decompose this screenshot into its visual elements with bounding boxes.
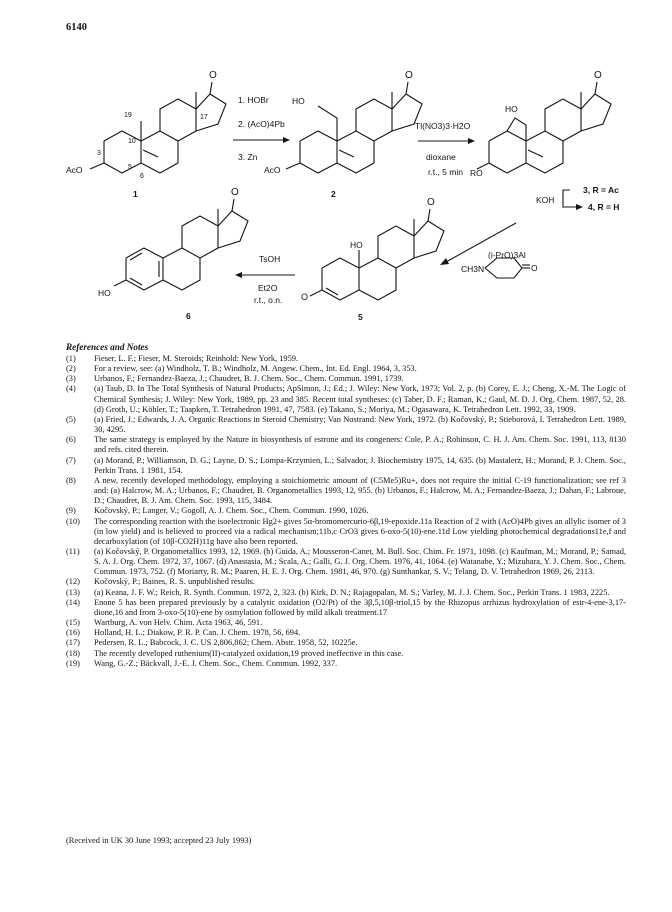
reference-item bbox=[66, 415, 626, 435]
steroid-structure-6 bbox=[114, 199, 248, 290]
reference-item bbox=[66, 374, 626, 384]
oxygen-label-3: O bbox=[594, 70, 602, 81]
oxygen-label-1: O bbox=[209, 70, 217, 81]
aco-label-1: AcO bbox=[66, 165, 83, 175]
atom-number-17: 17 bbox=[200, 114, 208, 121]
reagent-step5-line1: TsOH bbox=[259, 254, 281, 264]
reference-number: (8) bbox=[66, 475, 76, 485]
atom-number-5: 5 bbox=[128, 164, 132, 171]
reference-text: Enone 5 has been prepared previously by a catalytic oxidation (O2/Pt) of the 3β,5,10β-triol,15 by the Rhizopus arrhizus hydroxylation of estr-4-ene-3,17-dione,16 and from 3-oxo-5(10)-ene by osmylation followed by mild alkali treatment.17 bbox=[94, 597, 626, 617]
reference-number: (17) bbox=[66, 638, 80, 648]
reference-number: (5) bbox=[66, 414, 76, 424]
reference-number: (13) bbox=[66, 587, 80, 597]
reference-item bbox=[66, 638, 626, 648]
steroid-structure-3 bbox=[477, 82, 611, 173]
reference-item bbox=[66, 476, 626, 506]
reagent-step1-line3: 3. Zn bbox=[238, 152, 258, 162]
atom-number-19: 19 bbox=[124, 112, 132, 119]
ho-label-5: HO bbox=[350, 240, 363, 250]
reagent-step4-line1: (i-PrO)3Al bbox=[488, 250, 526, 260]
references-heading: References and Notes bbox=[66, 342, 149, 352]
reaction-scheme bbox=[0, 0, 672, 340]
reagent-step5-line2: Et2O bbox=[258, 283, 278, 293]
received-date: (Received in UK 30 June 1993; accepted 23 July 1993) bbox=[66, 836, 252, 845]
reference-list bbox=[66, 354, 626, 669]
n-methylpiperidone-structure bbox=[485, 258, 530, 278]
reference-text: Pedersen, R. L.; Babcock, J. C. US 2,806,862; Chem. Abstr. 1958, 52, 10225e. bbox=[94, 638, 358, 648]
reference-item bbox=[66, 649, 626, 659]
reference-text: The recently developed ruthenium(II)-catalyzed oxidation,19 proved ineffective in this case. bbox=[94, 648, 404, 658]
reference-number: (19) bbox=[66, 658, 80, 668]
ch3n-label: CH3N bbox=[461, 264, 485, 274]
reference-item bbox=[66, 506, 626, 516]
ho-label-6: HO bbox=[98, 288, 111, 298]
reference-item bbox=[66, 517, 626, 547]
reagent-step2-line2: dioxane bbox=[426, 152, 456, 162]
reference-number: (4) bbox=[66, 384, 76, 394]
oxygen-label-piperidone: O bbox=[531, 263, 538, 273]
reagent-step3-koh: KOH bbox=[536, 195, 555, 205]
reference-item bbox=[66, 628, 626, 638]
oxygen-label-5: O bbox=[427, 197, 435, 208]
reference-text: (a) Fried, J.; Edwards, J. A. Organic Reactions in Steroid Chemistry; Van Nostrand: New York, 1972. (b) Kočovský, P.; Stieborová, I. Tetrahedron Lett. 1989, 30, 4295. bbox=[94, 414, 626, 435]
reference-text: Wartburg, A. von Helv. Chim. Acta 1963, 46, 591. bbox=[94, 618, 263, 628]
reference-number: (2) bbox=[66, 364, 76, 374]
reference-text: Fieser, L. F.; Fieser, M. Steroids; Reinhold: New York, 1959. bbox=[94, 354, 299, 363]
reference-text: Urbanos, F.; Fernandez-Baeza, J.; Chaudret, B. J. Chem. Soc., Chem. Commun. 1991, 1739. bbox=[94, 374, 404, 384]
compound-label-1: 1 bbox=[133, 189, 138, 199]
reference-item bbox=[66, 456, 626, 476]
compound-label-6: 6 bbox=[186, 311, 191, 321]
page-number: 6140 bbox=[66, 22, 87, 33]
reference-item bbox=[66, 384, 626, 414]
compound-label-4: 4, R = H bbox=[588, 202, 620, 212]
aco-label-2: AcO bbox=[264, 165, 281, 175]
reference-number: (12) bbox=[66, 577, 80, 587]
reference-text: The corresponding reaction with the isoelectronic Hg2+ gives 5α-bromomercurio-6β,19-epoxide.11a Reaction of 2 with (AcO)4Pb gives an allylic isomer of 3 (in low yield) and is believed to proceed via a radical mechanism;11b,c CrO3 gives 6-oxo-5(10)-ene.11d Low yielding photochemical degradations11e,f and decarboxylation (of 10β-CO2H)11g have also been reported. bbox=[94, 516, 626, 546]
reference-text: (a) Keana, J. F. W.; Reich, R. Synth. Commun. 1972, 2, 323. (b) Kirk, D. N.; Rajagopalan, M. S.; Varley, M. J. J. Chem. Soc., Perkin Trans. 1 1983, 2225. bbox=[94, 587, 610, 597]
reference-number: (1) bbox=[66, 354, 76, 363]
reference-item bbox=[66, 598, 626, 618]
reference-item bbox=[66, 354, 626, 364]
reference-item bbox=[66, 659, 626, 669]
reference-number: (10) bbox=[66, 516, 80, 526]
reference-number: (6) bbox=[66, 435, 76, 445]
reference-text: (a) Kočovský, P. Organometallics 1993, 12, 1969. (b) Guida, A.; Mousseron-Canet, M. Bull. Soc. Chim. Fr. 1971, 1098. (c) Kaufman, M.; Morand, P.; Samad, S. A. J. Org. Chem. 1972, 37, 1067. (d) Anastasia, M.; Scala, A.; Galli, G. J. Org. Chem. 1976, 41, 1064. (e) Watanabe, Y.; Mizuhara, Y. J. Chem. Soc., Chem. Commun. 1973, 752. (f) Moriarty, R. M.; Paaren, H. E. J. Org. Chem. 1981, 46, 970. (g) Sunthankar, S. V.; Telang, D. V. Tetrahedron 1969, 26, 2113. bbox=[94, 546, 626, 577]
reference-item bbox=[66, 547, 626, 577]
reference-text: For a review, see: (a) Windholz, T. B.; Windholz, M. Angew. Chem., Int. Ed. Engl. 1964, 3, 353. bbox=[94, 364, 417, 374]
ho-label-3: HO bbox=[505, 104, 518, 114]
reference-item bbox=[66, 577, 626, 587]
reference-item bbox=[66, 435, 626, 455]
reagent-step1-line2: 2. (AcO)4Pb bbox=[238, 119, 285, 129]
ro-label-3: RO bbox=[470, 168, 483, 178]
reference-number: (18) bbox=[66, 648, 80, 658]
reference-number: (14) bbox=[66, 597, 80, 607]
reference-text: Kočovský, P.; Langer, V.; Gogoll, A. J. Chem. Soc., Chem. Commun. 1990, 1026. bbox=[94, 506, 369, 516]
reference-text: (a) Taub, D. In The Total Synthesis of Natural Products; ApSimon, J.; Ed.; J. Wiley: New York, 1973; Vol. 2, p. (b) Corey, E. J.; Cheng, X.-M. The Logic of Chemical Synthesis; J. Wiley: New York, 1989, pp. 23 and 385. Recent total syntheses: (c) Taber, D. F.; Raman, K.; Gaul, M. D. J. Org. Chem. 1987, 52, 28. (d) Groth, U.; Köhler, T.; Taapken, T. Tetrahedron 1991, 47, 7583. (e) Takano, S.; Moriya, M.; Ogasawara, K. Tetrahedron Lett. 1992, 33, 1909. bbox=[94, 384, 626, 414]
reference-number: (15) bbox=[66, 618, 80, 628]
oxygen-label-5b: O bbox=[301, 292, 309, 302]
steroid-structure-5 bbox=[310, 209, 444, 300]
compound-label-2: 2 bbox=[331, 189, 336, 199]
reference-item bbox=[66, 618, 626, 628]
reference-text: Kočovský, P.; Baines, R. S. unpublished results. bbox=[94, 577, 255, 587]
reference-text: Holland, H. L.; Diakow, P. R. P. Can. J. Chem. 1978, 56, 694. bbox=[94, 628, 301, 638]
reagent-step2-line1: Tl(NO3)3·H2O bbox=[415, 121, 471, 131]
atom-number-3: 3 bbox=[97, 150, 101, 157]
reference-number: (7) bbox=[66, 455, 76, 465]
reference-number: (11) bbox=[66, 546, 80, 556]
reference-item bbox=[66, 588, 626, 598]
reference-number: (9) bbox=[66, 506, 76, 516]
reagent-step1-line1: 1. HOBr bbox=[238, 95, 269, 105]
steroid-structure-1 bbox=[90, 82, 226, 173]
compound-label-5: 5 bbox=[358, 312, 363, 322]
reagent-step5-line3: r.t., o.n. bbox=[254, 295, 283, 305]
compound-label-3: 3, R = Ac bbox=[583, 185, 619, 195]
reagent-step2-line3: r.t., 5 min bbox=[428, 167, 463, 177]
reference-text: (a) Morand, P.; Williamson, D. G.; Layne, D. S.; Lompa-Krzymien, L.; Salvador, J. Biochemistry 1975, 14, 635. (b) Mastalerz, H.; Morand, P. J. Chem. Soc., Perkin Trans. 1 1981, 154. bbox=[94, 455, 626, 475]
reference-text: The same strategy is employed by the Nature in biosynthesis of estrone and its congeners: Cole, P. A.; Robinson, C. H. J. Am. Chem. Soc. 1991, 113, 8130 and refs. cited therein. bbox=[94, 435, 626, 455]
atom-number-6: 6 bbox=[140, 173, 144, 180]
steroid-structure-2 bbox=[286, 82, 422, 173]
reference-number: (16) bbox=[66, 628, 80, 638]
ho-label-2: HO bbox=[292, 96, 305, 106]
oxygen-label-6: O bbox=[231, 187, 239, 198]
oxygen-label-2: O bbox=[405, 70, 413, 81]
atom-number-10: 10 bbox=[128, 138, 136, 145]
reference-number: (3) bbox=[66, 374, 76, 384]
reference-text: A new, recently developed methodology, employing a stoichiometric amount of (C5Me5)Ru+, does not require the initial C-19 functionalization; see ref 3 and: (a) Halcrow, M. A.; Urbanos, F.; Chaudret, B. Organometallics 1993, 12, 955. (b) Urbanos, F.; Halcrow, M. A.; Fernandez-Baeza, J.; Dahan, F.; Labroue, D.; Chaudret, B. J. Am. Chem. Soc. 1993, 115, 3484. bbox=[94, 475, 626, 506]
reference-item bbox=[66, 364, 626, 374]
reference-text: Wang, G.-Z.; Bäckvall, J.-E. J. Chem. Soc., Chem. Commun. 1992, 337. bbox=[94, 658, 338, 668]
